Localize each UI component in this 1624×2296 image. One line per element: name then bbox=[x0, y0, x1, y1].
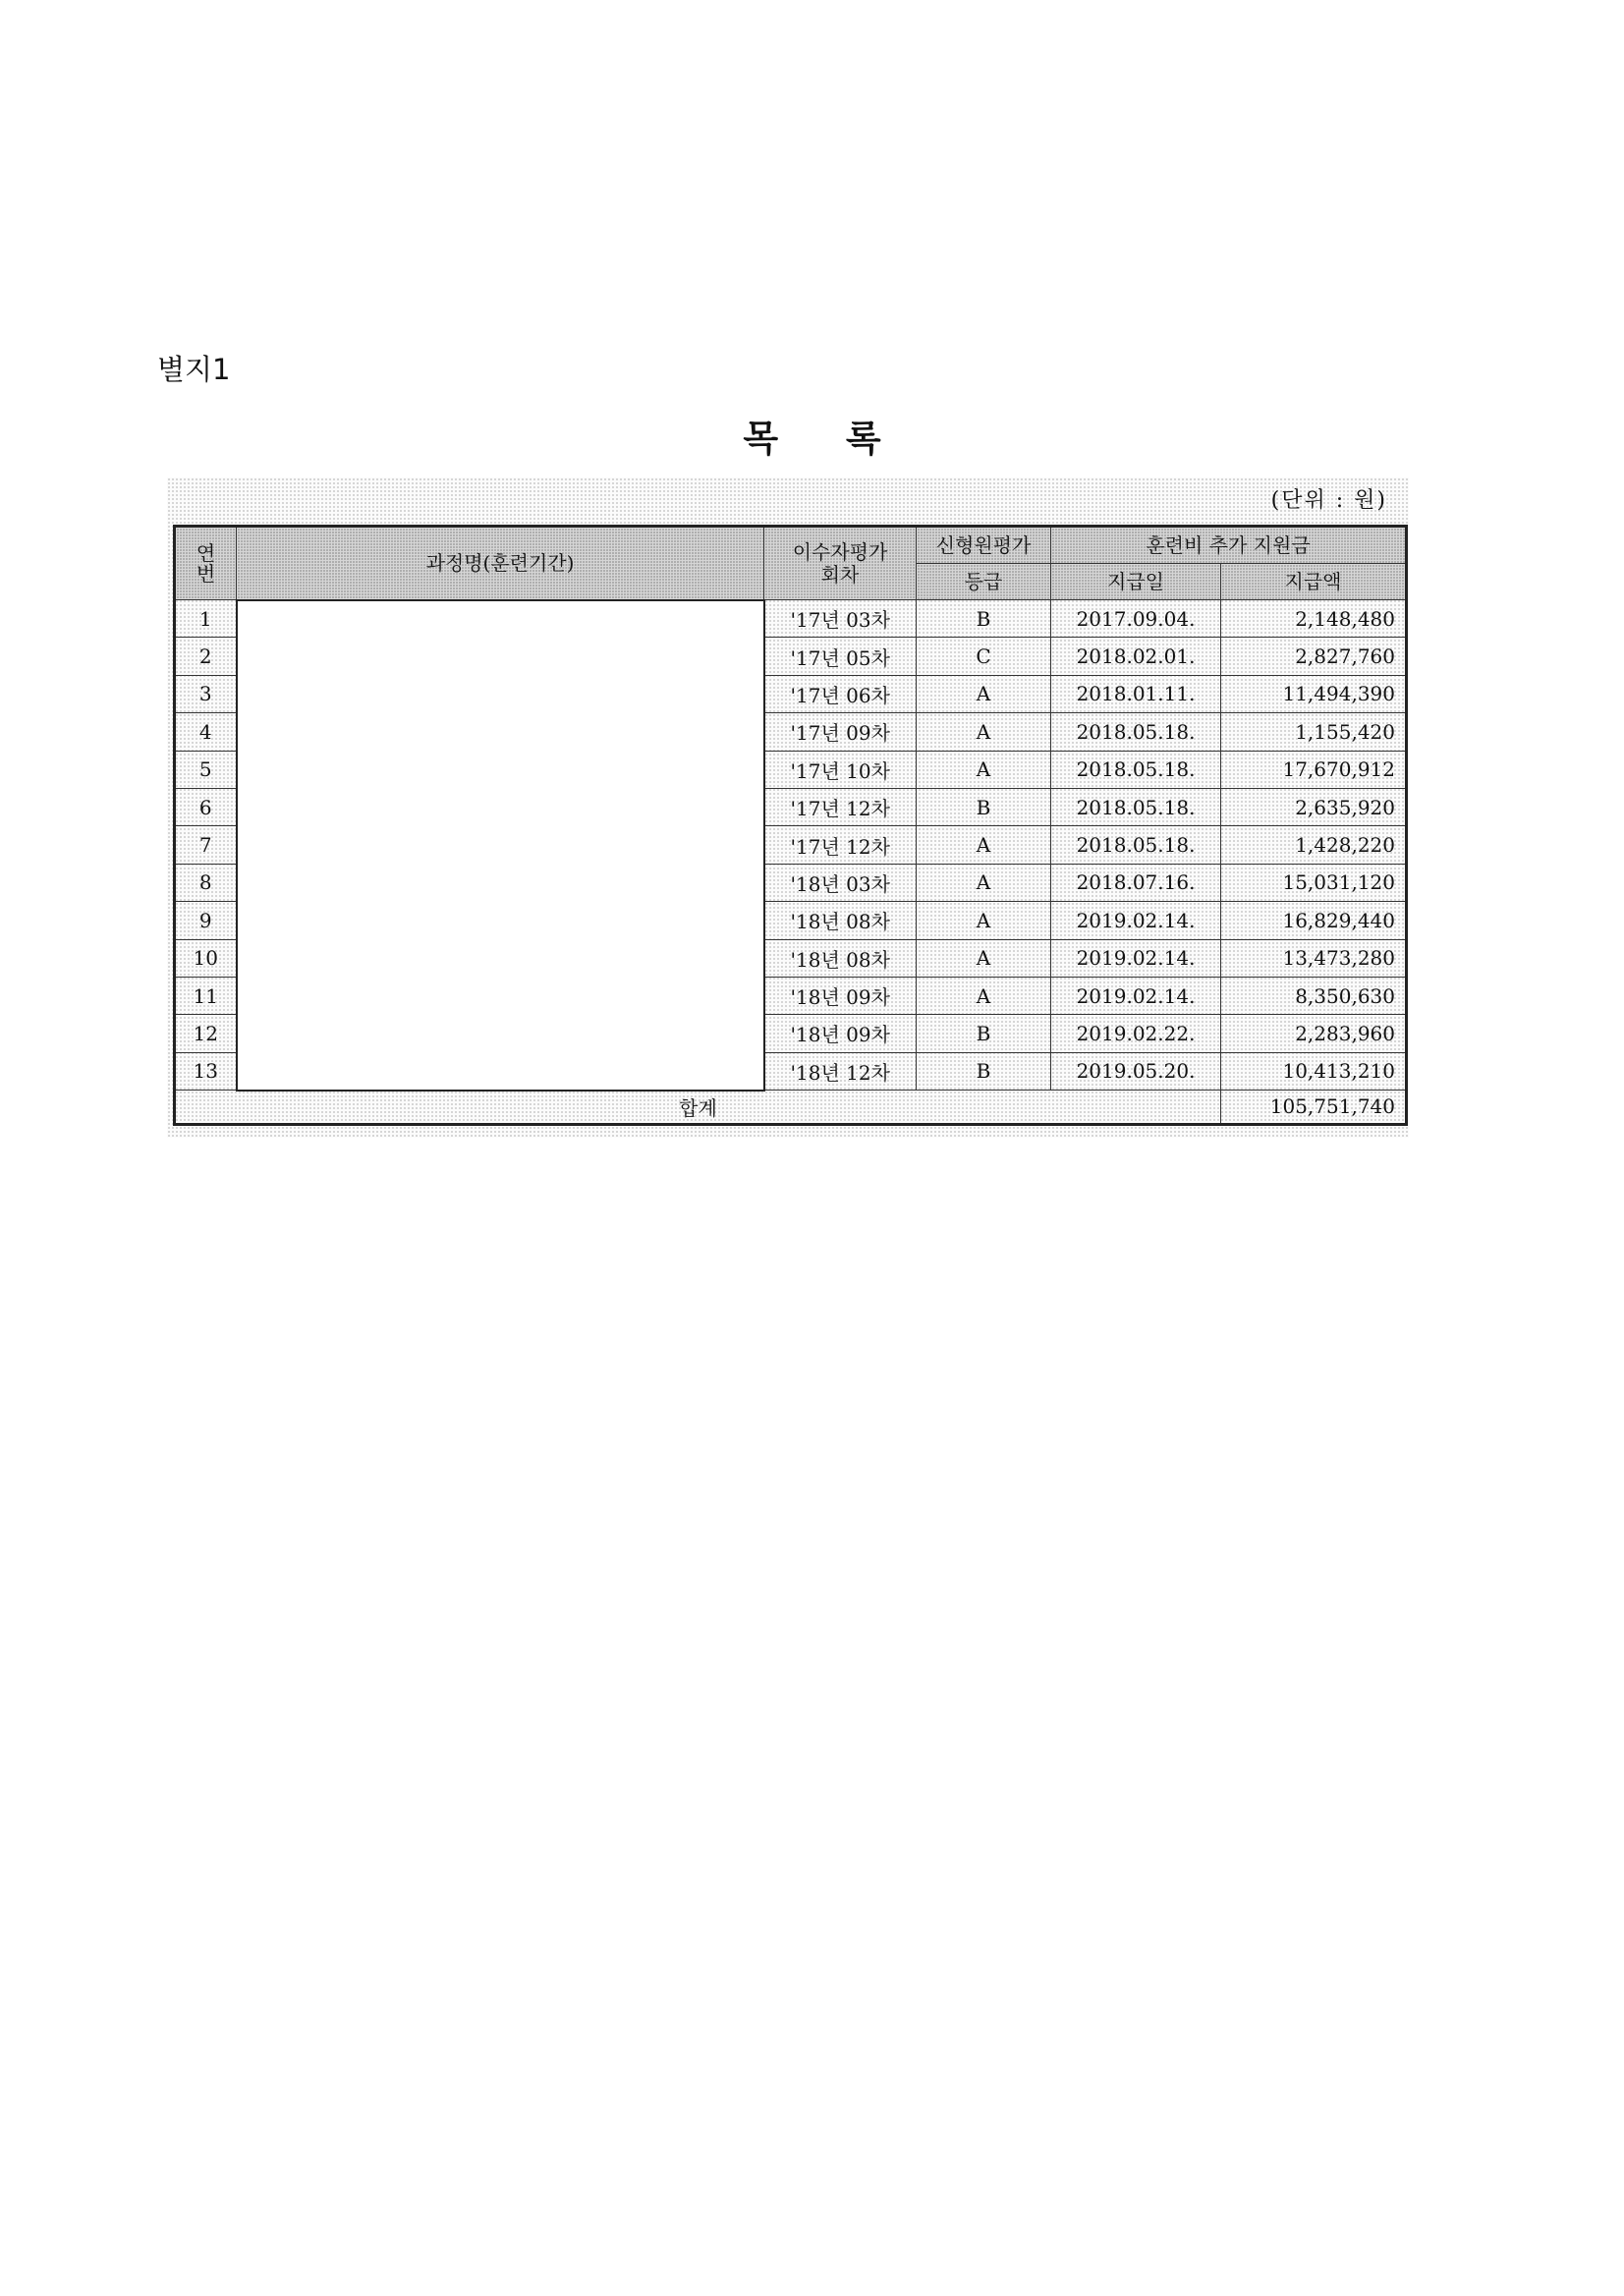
row-no: 3 bbox=[175, 675, 237, 712]
row-no: 8 bbox=[175, 864, 237, 901]
row-grade: B bbox=[917, 1015, 1051, 1052]
row-pay-date: 2019.05.20. bbox=[1051, 1052, 1221, 1090]
row-no: 7 bbox=[175, 826, 237, 864]
header-eval-round bbox=[764, 527, 917, 600]
row-round: '17년 06차 bbox=[764, 675, 917, 712]
row-no: 1 bbox=[175, 600, 237, 638]
row-no: 12 bbox=[175, 1015, 237, 1052]
course-name-cell-blank bbox=[237, 600, 764, 1091]
document-title: 목 록 bbox=[743, 418, 909, 460]
row-pay-amount: 1,428,220 bbox=[1221, 826, 1407, 864]
unit-note: (단위 : 원) bbox=[1270, 488, 1387, 513]
row-grade: A bbox=[917, 675, 1051, 712]
row-round: '18년 09차 bbox=[764, 1015, 917, 1052]
row-round: '17년 12차 bbox=[764, 788, 917, 825]
row-pay-date: 2019.02.14. bbox=[1051, 902, 1221, 939]
row-round: '17년 03차 bbox=[764, 600, 917, 638]
row-no: 4 bbox=[175, 713, 237, 751]
row-pay-amount: 13,473,280 bbox=[1221, 939, 1407, 977]
row-pay-amount: 8,350,630 bbox=[1221, 977, 1407, 1014]
row-pay-date: 2018.05.18. bbox=[1051, 788, 1221, 825]
total-label: 합계 bbox=[175, 1091, 1221, 1125]
row-pay-amount: 2,635,920 bbox=[1221, 788, 1407, 825]
row-grade: A bbox=[917, 751, 1051, 788]
header-pay-date: 지급일 bbox=[1051, 564, 1221, 600]
row-grade: A bbox=[917, 826, 1051, 864]
row-no: 13 bbox=[175, 1052, 237, 1090]
row-round: '18년 08차 bbox=[764, 902, 917, 939]
row-grade: B bbox=[917, 600, 1051, 638]
row-pay-amount: 16,829,440 bbox=[1221, 902, 1407, 939]
header-row-no-text: 연번 bbox=[196, 540, 216, 586]
row-pay-date: 2018.05.18. bbox=[1051, 751, 1221, 788]
row-pay-amount: 1,155,420 bbox=[1221, 713, 1407, 751]
row-pay-date: 2019.02.22. bbox=[1051, 1015, 1221, 1052]
header-pay-amount: 지급액 bbox=[1221, 564, 1407, 600]
row-pay-date: 2018.05.18. bbox=[1051, 826, 1221, 864]
row-pay-amount: 11,494,390 bbox=[1221, 675, 1407, 712]
row-grade: A bbox=[917, 939, 1051, 977]
list-table-area bbox=[167, 477, 1409, 1138]
row-round: '18년 12차 bbox=[764, 1052, 917, 1090]
header-course: 과정명(훈련기간) bbox=[237, 527, 764, 600]
row-round: '17년 12차 bbox=[764, 826, 917, 864]
row-pay-date: 2018.07.16. bbox=[1051, 864, 1221, 901]
row-no: 2 bbox=[175, 638, 237, 675]
row-round: '18년 03차 bbox=[764, 864, 917, 901]
row-no: 5 bbox=[175, 751, 237, 788]
table-row bbox=[175, 600, 1407, 638]
row-round: '17년 05차 bbox=[764, 638, 917, 675]
row-no: 6 bbox=[175, 788, 237, 825]
attachment-label: 별지1 bbox=[157, 353, 231, 386]
row-pay-date: 2018.02.01. bbox=[1051, 638, 1221, 675]
header-row-no bbox=[175, 527, 237, 600]
row-no: 10 bbox=[175, 939, 237, 977]
list-table bbox=[173, 525, 1408, 1126]
header-new-eval: 신형원평가 bbox=[917, 527, 1051, 564]
header-eval-round-line2: 회차 bbox=[820, 562, 860, 587]
row-grade: A bbox=[917, 864, 1051, 901]
row-pay-date: 2019.02.14. bbox=[1051, 939, 1221, 977]
row-no: 9 bbox=[175, 902, 237, 939]
row-pay-date: 2018.05.18. bbox=[1051, 713, 1221, 751]
row-grade: A bbox=[917, 902, 1051, 939]
row-pay-date: 2017.09.04. bbox=[1051, 600, 1221, 638]
row-pay-amount: 2,283,960 bbox=[1221, 1015, 1407, 1052]
row-grade: B bbox=[917, 1052, 1051, 1090]
header-eval-round-line1: 이수자평가 bbox=[792, 539, 888, 564]
header-grade: 등급 bbox=[917, 564, 1051, 600]
row-no: 11 bbox=[175, 977, 237, 1014]
row-round: '17년 10차 bbox=[764, 751, 917, 788]
row-grade: B bbox=[917, 788, 1051, 825]
row-pay-date: 2018.01.11. bbox=[1051, 675, 1221, 712]
row-pay-amount: 17,670,912 bbox=[1221, 751, 1407, 788]
header-support-group: 훈련비 추가 지원금 bbox=[1051, 527, 1407, 564]
row-pay-amount: 2,148,480 bbox=[1221, 600, 1407, 638]
total-row bbox=[175, 1091, 1407, 1125]
row-grade: A bbox=[917, 977, 1051, 1014]
row-round: '17년 09차 bbox=[764, 713, 917, 751]
row-grade: A bbox=[917, 713, 1051, 751]
row-pay-amount: 2,827,760 bbox=[1221, 638, 1407, 675]
row-grade: C bbox=[917, 638, 1051, 675]
row-round: '18년 08차 bbox=[764, 939, 917, 977]
row-round: '18년 09차 bbox=[764, 977, 917, 1014]
row-pay-amount: 15,031,120 bbox=[1221, 864, 1407, 901]
table-body bbox=[175, 600, 1407, 1091]
row-pay-amount: 10,413,210 bbox=[1221, 1052, 1407, 1090]
row-pay-date: 2019.02.14. bbox=[1051, 977, 1221, 1014]
total-amount: 105,751,740 bbox=[1221, 1091, 1407, 1125]
